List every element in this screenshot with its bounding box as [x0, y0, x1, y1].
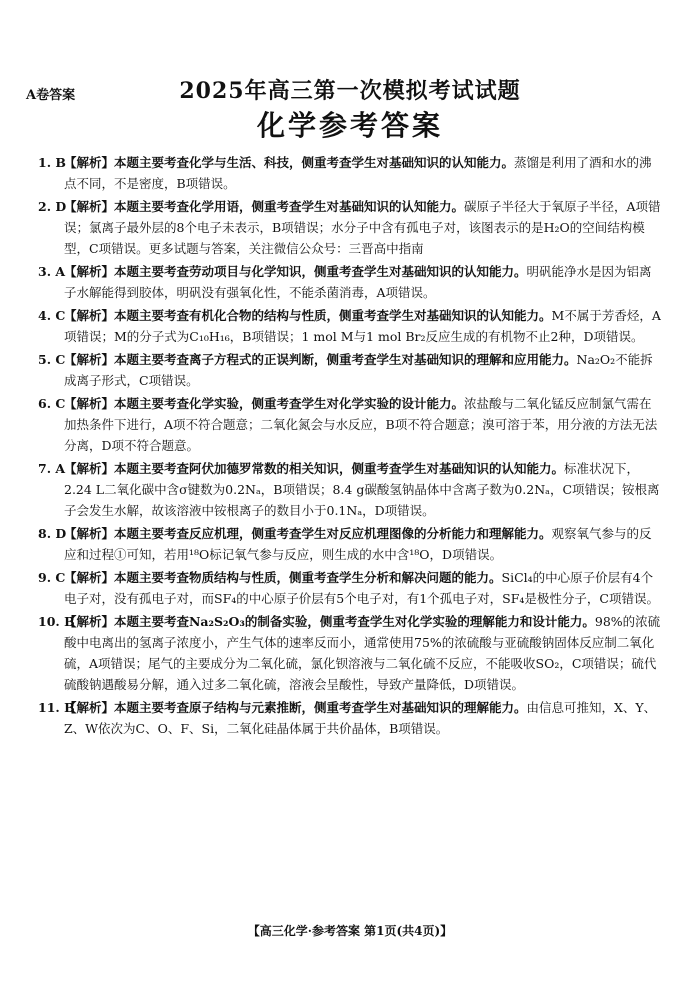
answer-analysis: 【解析】本题主要考查离子方程式的正误判断，侧重考查学生对基础知识的理解和应用能力。	[64, 352, 577, 367]
answer-analysis: 【解析】本题主要考查原子结构与元素推断，侧重考查学生对基础知识的理解能力。	[64, 700, 527, 715]
answer-number: 6. C	[38, 396, 66, 411]
answer-number: 2. D	[38, 199, 67, 214]
answer-analysis: 【解析】本题主要考查劳动项目与化学知识，侧重考查学生对基础知识的认知能力。	[64, 264, 527, 279]
answer-detail: 98%的浓硫酸中电离出的氢离子浓度小，产生气体的速率反而小，通常使用75%的浓硫酸与亚硫酸钠固体反应制二氧化硫，A项错误；尾气的主要成分为二氧化硫，氯化钡溶液与二氧化硫不反应，不能吸收SO₂，C项错误；硫代硫酸钠遇酸易分解，通入过多二氧化硫，溶液会呈酸性，导致产量降低，D项错误。	[64, 614, 661, 692]
answer-analysis: 【解析】本题主要考查物质结构与性质，侧重考查学生分析和解决问题的能力。	[64, 570, 502, 585]
answer-detail: Na₂O₂不能拆成离子形式，C项错误。	[64, 352, 653, 388]
answer-detail: 标准状况下，2.24 L二氧化碳中含σ键数为0.2Nₐ，B项错误；8.4 g碳酸氢钠晶体中含离子数为0.2Nₐ，C项错误；铵根离子会发生水解，故该溶液中铵根离子的数目小于0.1Nₐ，D项错误。	[64, 461, 660, 518]
answer-number: 10. B	[38, 614, 75, 629]
answer-item	[38, 261, 664, 303]
answer-item	[38, 152, 664, 194]
answer-analysis: 【解析】本题主要考查Na₂S₂O₃的制备实验，侧重考查学生对化学实验的理解能力和设计能力。	[64, 614, 595, 629]
answer-analysis: 【解析】本题主要考查化学与生活、科技，侧重考查学生对基础知识的认知能力。	[64, 155, 515, 170]
page-footer: 【高三化学·参考答案 第1页(共4页)】	[247, 924, 453, 938]
answer-item	[38, 611, 664, 695]
answer-item	[38, 523, 664, 565]
paper-version-tag: A卷答案	[26, 88, 76, 103]
answer-key-title: 化学参考答案	[256, 109, 443, 142]
answer-analysis: 【解析】本题主要考查阿伏加德罗常数的相关知识，侧重考查学生对基础知识的认知能力。	[64, 461, 565, 476]
answer-item	[38, 458, 664, 521]
answer-number: 3. A	[38, 264, 66, 279]
answer-item	[38, 697, 664, 739]
answer-item	[38, 196, 664, 259]
answer-analysis: 【解析】本题主要考查反应机理，侧重考查学生对反应机理图像的分析能力和理解能力。	[64, 526, 552, 541]
answer-list	[38, 152, 664, 741]
answer-detail: 由信息可推知，X、Y、Z、W依次为C、O、F、Si，二氧化硅晶体属于共价晶体，B项错误。	[64, 700, 657, 736]
answer-number: 11. B	[38, 700, 75, 715]
answer-item	[38, 349, 664, 391]
answer-analysis: 【解析】本题主要考查化学用语，侧重考查学生对基础知识的认知能力。	[64, 199, 465, 214]
answer-detail: 观察氧气参与的反应和过程①可知，若用¹⁸O标记氧气参与反应，则生成的水中含¹⁸O，D项错误。	[64, 526, 652, 562]
answer-item	[38, 567, 664, 609]
answer-detail: 明矾能净水是因为铝离子水解能得到胶体，明矾没有强氧化性，不能杀菌消毒，A项错误。	[64, 264, 652, 300]
answer-number: 5. C	[38, 352, 66, 367]
answer-analysis: 【解析】本题主要考查有机化合物的结构与性质，侧重考查学生对基础知识的认知能力。	[64, 308, 552, 323]
answer-analysis: 【解析】本题主要考查化学实验，侧重考查学生对化学实验的设计能力。	[64, 396, 465, 411]
answer-number: 8. D	[38, 526, 67, 541]
answer-detail: M不属于芳香烃，A项错误；M的分子式为C₁₀H₁₆，B项错误；1 mol M与1 mol Br₂反应生成的有机物不止2种，D项错误。	[64, 308, 661, 344]
answer-detail: 蒸馏是利用了酒和水的沸点不同，不是密度，B项错误。	[64, 155, 652, 191]
answer-item	[38, 305, 664, 347]
answer-detail: SiCl₄的中心原子价层有4个电子对，没有孤电子对，而SF₄的中心原子价层有5个电子对，有1个孤电子对，SF₄是极性分子，C项错误。	[64, 570, 659, 606]
answer-number: 1. B	[38, 155, 66, 170]
answer-detail: 碳原子半径大于氧原子半径，A项错误；氯离子最外层的8个电子未表示，B项错误；水分子中含有孤电子对，该图表示的是H₂O的空间结构模型，C项错误。更多试题与答案，关注微信公众号：三晋高中指南	[64, 199, 661, 256]
answer-number: 7. A	[38, 461, 66, 476]
exam-title: 2025年高三第一次模拟考试试题	[179, 78, 521, 104]
answer-number: 4. C	[38, 308, 66, 323]
answer-number: 9. C	[38, 570, 66, 585]
answer-item	[38, 393, 664, 456]
answer-detail: 浓盐酸与二氧化锰反应制氯气需在加热条件下进行，A项不符合题意；二氧化氮会与水反应，B项不符合题意；溴可溶于苯，用分液的方法无法分离，D项不符合题意。	[64, 396, 658, 453]
